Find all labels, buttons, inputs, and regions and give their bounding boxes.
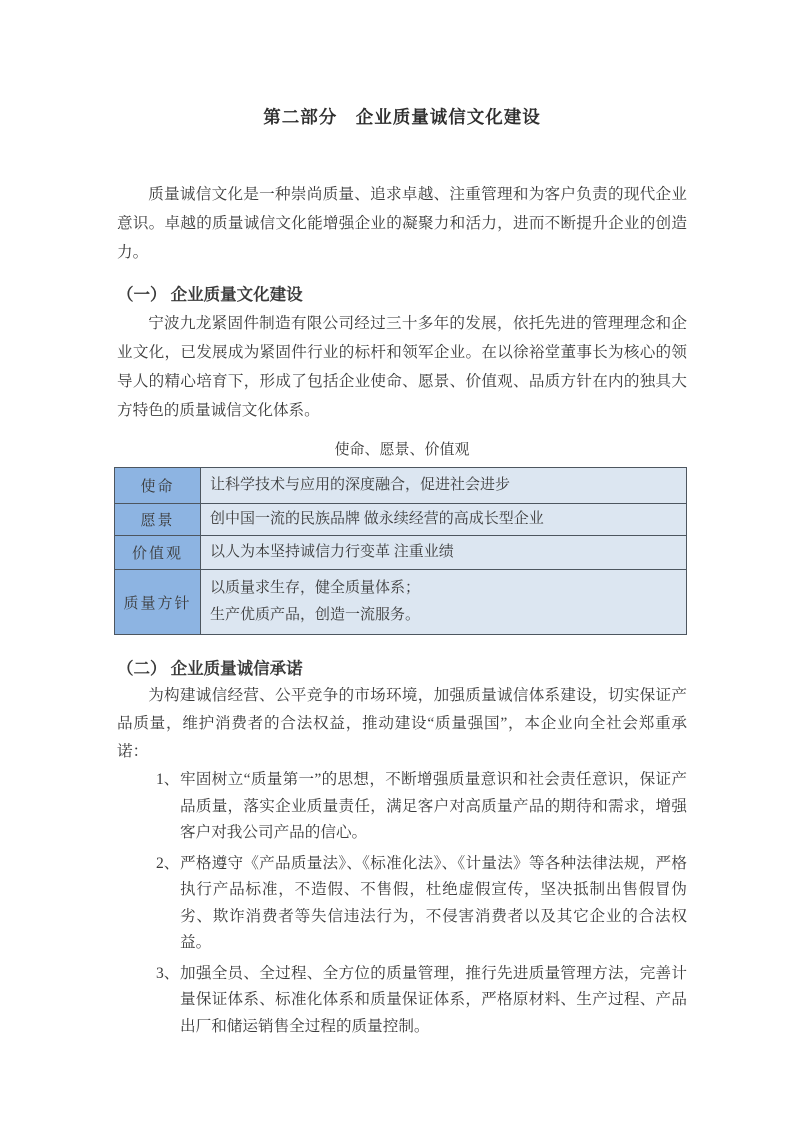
section-1-heading: （一） 企业质量文化建设 (117, 285, 303, 304)
mission-vision-values-table (114, 467, 687, 635)
document-title: 第二部分 企业质量诚信文化建设 (263, 107, 541, 127)
section-2-paragraph: 为构建诚信经营、公平竞争的市场环境，加强质量诚信体系建设，切实保证产品质量，维护消费者的合法权益，推动建设“质量强国”，本企业向全社会郑重承诺： (117, 687, 687, 760)
table-row-quality-policy (115, 570, 687, 635)
row-label-cell: 使命 (115, 468, 201, 504)
value-line: 让科学技术与应用的深度融合，促进社会进步 (210, 477, 511, 493)
list-item-marker: 2、 (156, 854, 180, 872)
row-label-cell: 价值观 (115, 536, 201, 570)
list-item-text: 严格遵守《产品质量法》、《标准化法》、《计量法》等各种法律法规，严格执行产品标准，不造假、不售假，杜绝虚假宣传，坚决抵制出售假冒伪劣、欺诈消费者等失信违法行为，不侵害消费者以及其它企业的合法权益。 (180, 854, 687, 951)
table-row-vision (115, 504, 687, 536)
value-line: 以质量求生存，健全质量体系； (210, 580, 421, 596)
table-row-values (115, 536, 687, 570)
section-2-heading: （二） 企业质量诚信承诺 (117, 659, 303, 678)
table-caption: 使命、愿景、价值观 (334, 442, 470, 458)
commitment-item (117, 767, 687, 847)
row-label-cell: 质量方针 (115, 570, 201, 635)
list-item-text: 加强全员、全过程、全方位的质量管理，推行先进质量管理方法，完善计量保证体系、标准化体系和质量保证体系，严格原材料、生产过程、产品出厂和储运销售全过程的质量控制。 (180, 964, 687, 1035)
value-line: 创中国一流的民族品牌 做永续经营的高成长型企业 (210, 511, 544, 527)
list-item-marker: 1、 (156, 771, 180, 788)
row-label-cell: 愿景 (115, 504, 201, 536)
commitment-list (117, 767, 687, 1040)
intro-paragraph: 质量诚信文化是一种崇尚质量、追求卓越、注重管理和为客户负责的现代企业意识。卓越的质量诚信文化能增强企业的凝聚力和活力，进而不断提升企业的创造力。 (117, 186, 687, 261)
list-item-text: 牢固树立“质量第一”的思想，不断增强质量意识和社会责任意识，保证产品质量，落实企业质量责任，满足客户对高质量产品的期待和需求，增强客户对我公司产品的信心。 (180, 771, 687, 841)
section-1-paragraph: 宁波九龙紧固件制造有限公司经过三十多年的发展，依托先进的管理理念和企业文化，已发展成为紧固件行业的标杆和领军企业。在以徐裕堂董事长为核心的领导人的精心培育下，形成了包括企业使命、愿景、价值观、品质方针在内的独具大方特色的质量诚信文化体系。 (117, 315, 687, 419)
value-line: 以人为本坚持诚信力行变革 注重业绩 (210, 544, 454, 560)
value-line: 生产优质产品，创造一流服务。 (210, 607, 421, 623)
commitment-item (117, 961, 687, 1041)
row-value-cell (201, 570, 687, 635)
row-value-cell (201, 504, 687, 536)
commitment-item (117, 851, 687, 957)
table-row-mission (115, 468, 687, 504)
list-item-marker: 3、 (156, 964, 180, 982)
row-value-cell (201, 536, 687, 570)
row-value-cell (201, 468, 687, 504)
